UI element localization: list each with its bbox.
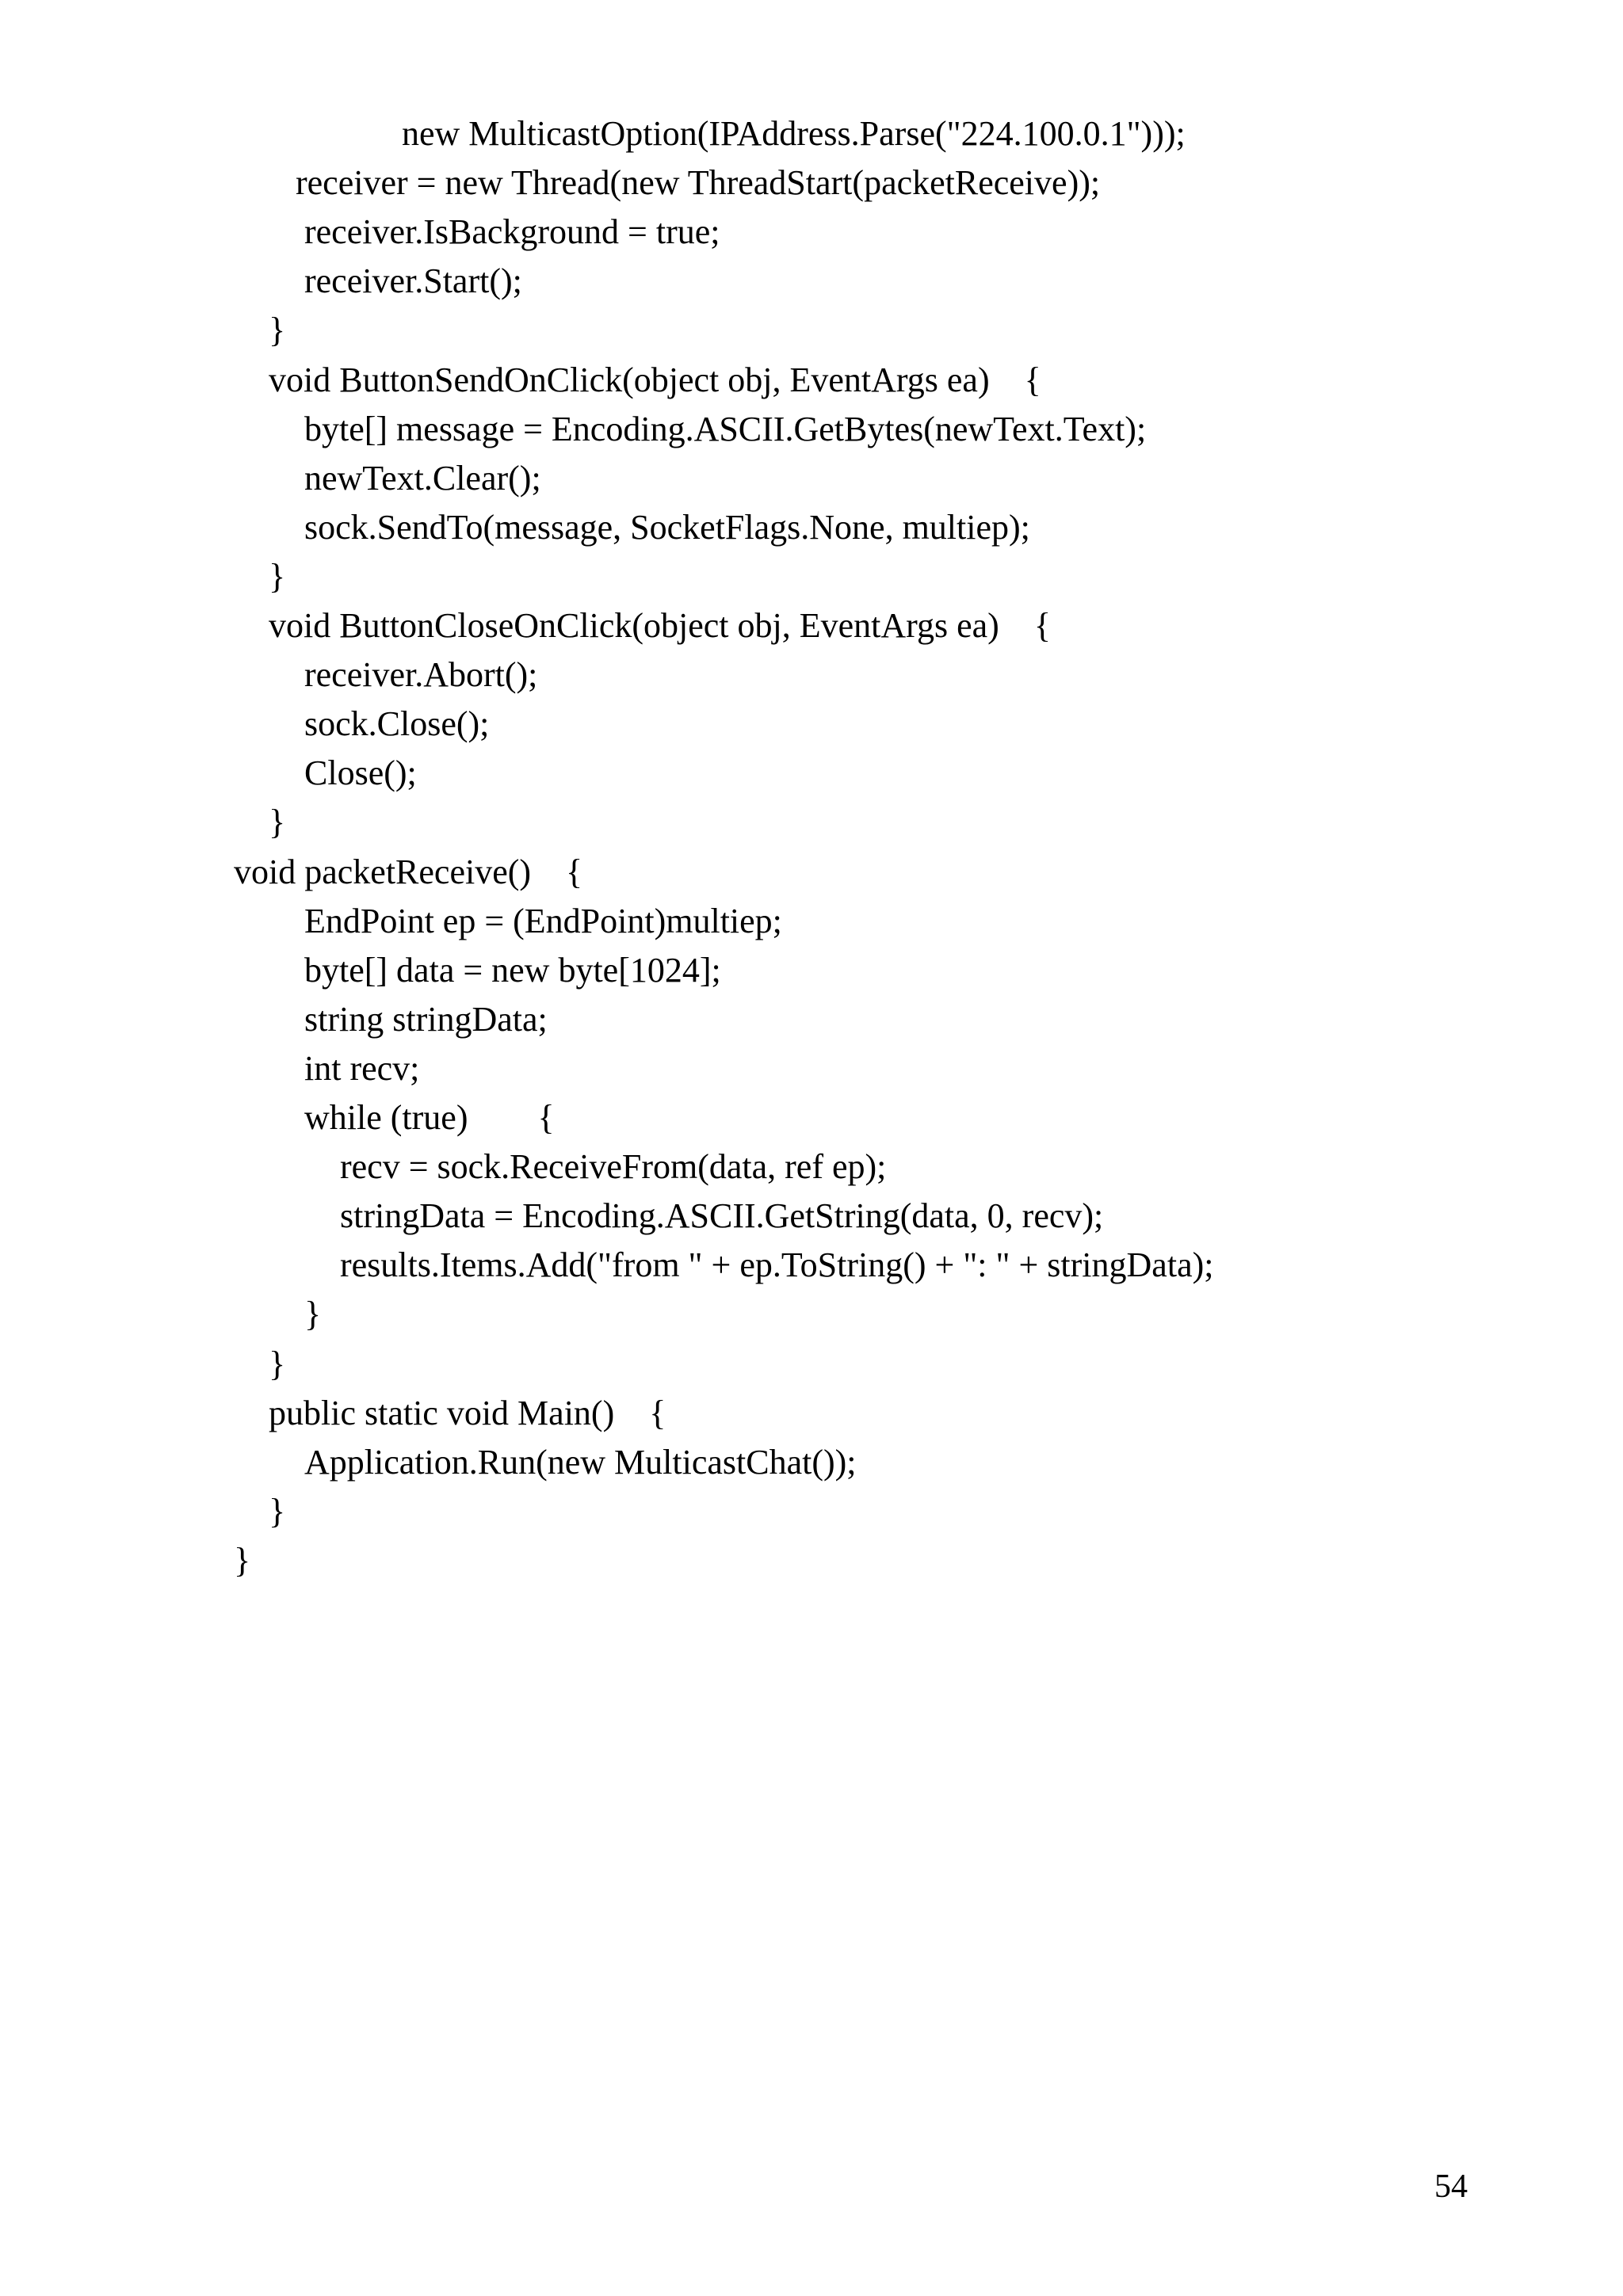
code-line: } bbox=[234, 1541, 251, 1580]
code-line: EndPoint ep = (EndPoint)multiep; bbox=[304, 902, 782, 940]
code-line: Close(); bbox=[304, 753, 417, 792]
code-line: string stringData; bbox=[304, 1000, 548, 1039]
code-line: } bbox=[304, 1295, 322, 1333]
code-line: } bbox=[269, 1492, 286, 1531]
code-line: byte[] data = new byte[1024]; bbox=[304, 951, 721, 990]
code-line: } bbox=[269, 311, 286, 349]
code-line: newText.Clear(); bbox=[304, 459, 541, 498]
code-line: results.Items.Add("from " + ep.ToString() + ": " + stringData); bbox=[340, 1245, 1214, 1284]
code-line: sock.SendTo(message, SocketFlags.None, multiep); bbox=[304, 508, 1030, 547]
code-line: } bbox=[269, 1344, 286, 1383]
code-line: Application.Run(new MulticastChat()); bbox=[304, 1443, 857, 1482]
code-line: void ButtonCloseOnClick(object obj, EventArgs ea) { bbox=[269, 606, 1051, 645]
code-line: stringData = Encoding.ASCII.GetString(data, 0, recv); bbox=[340, 1196, 1104, 1235]
code-line: } bbox=[269, 557, 286, 596]
code-line: void ButtonSendOnClick(object obj, EventArgs ea) { bbox=[269, 360, 1041, 399]
code-line: new MulticastOption(IPAddress.Parse("224.100.0.1"))); bbox=[402, 114, 1186, 153]
code-line: int recv; bbox=[304, 1049, 420, 1088]
page-number: 54 bbox=[1434, 2168, 1468, 2205]
code-line: recv = sock.ReceiveFrom(data, ref ep); bbox=[340, 1147, 887, 1186]
code-line: receiver.Start(); bbox=[304, 261, 522, 300]
code-line: receiver.Abort(); bbox=[304, 655, 538, 694]
code-line: receiver = new Thread(new ThreadStart(packetReceive)); bbox=[296, 163, 1101, 202]
code-line: receiver.IsBackground = true; bbox=[304, 212, 720, 251]
code-line: byte[] message = Encoding.ASCII.GetBytes(newText.Text); bbox=[304, 410, 1147, 448]
code-line: void packetReceive() { bbox=[234, 852, 583, 891]
code-line: } bbox=[269, 803, 286, 841]
code-line: public static void Main() { bbox=[269, 1394, 666, 1432]
code-line: sock.Close(); bbox=[304, 704, 490, 743]
code-line: while (true) { bbox=[304, 1098, 555, 1137]
